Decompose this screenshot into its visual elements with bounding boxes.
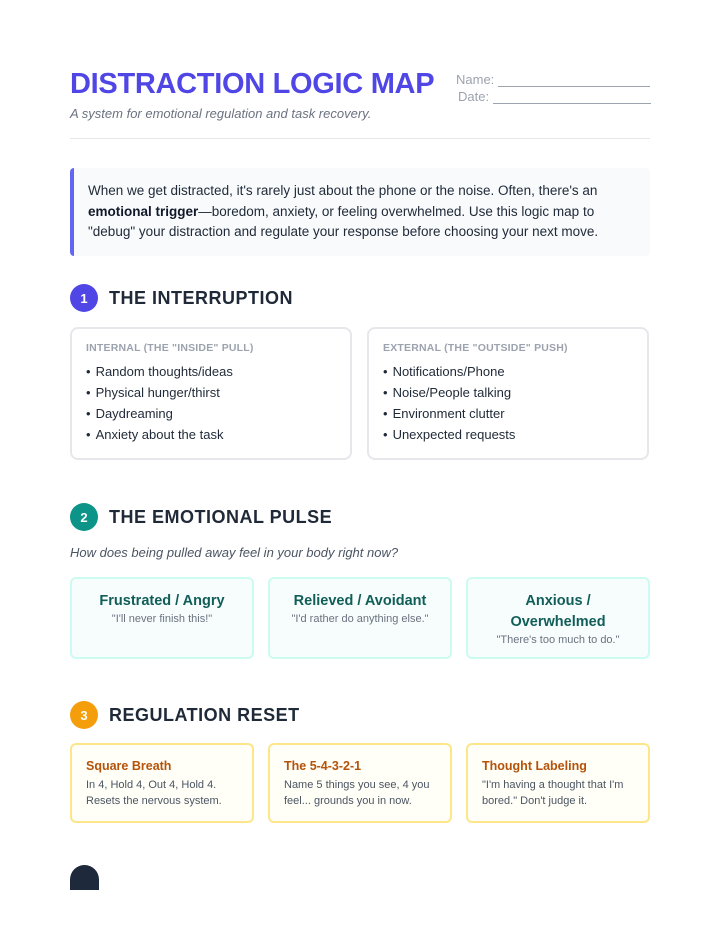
- internal-item: • Physical hunger/thirst: [86, 382, 336, 403]
- date-field[interactable]: [458, 89, 651, 104]
- reset-text: In 4, Hold 4, Out 4, Hold 4. Resets the nervous system.: [86, 779, 222, 807]
- section-2-title: THE EMOTIONAL PULSE: [109, 506, 333, 527]
- internal-item: • Daydreaming: [86, 403, 336, 424]
- page-title: DISTRACTION LOGIC MAP: [70, 68, 435, 100]
- external-card: [367, 327, 649, 460]
- section-2-question: How does being pulled away feel in your body right now?: [70, 545, 399, 560]
- emotion-card-relieved: [268, 577, 452, 659]
- external-item: • Environment clutter: [383, 403, 633, 424]
- section-2-number: 2: [70, 503, 98, 531]
- section-1-header: [70, 284, 293, 312]
- internal-item: • Random thoughts/ideas: [86, 361, 336, 382]
- emotion-quote: "There's too much to do.": [496, 634, 620, 646]
- emotion-quote: "I'll never finish this!": [111, 613, 213, 625]
- internal-caption: INTERNAL (THE "INSIDE" PULL): [86, 342, 254, 354]
- reset-title: Square Breath: [86, 759, 172, 773]
- intro-emphasis: emotional trigger: [88, 203, 199, 219]
- emotion-title: Frustrated / Angry: [99, 593, 225, 609]
- reset-card-54321: [268, 743, 452, 823]
- external-item: • Unexpected requests: [383, 424, 633, 445]
- emotion-card-anxious: [466, 577, 650, 659]
- external-item: • Noise/People talking: [383, 382, 633, 403]
- section-1-number: 1: [70, 284, 98, 312]
- reset-title: The 5-4-3-2-1: [284, 759, 362, 773]
- emotion-title: Anxious / Overwhelmed: [510, 593, 606, 630]
- footer-tab-decoration: [70, 865, 99, 890]
- intro-text-2: —boredom, anxiety, or feeling overwhelmed. Use this logic map to "debug" your distraction and regulate your response before choosing your next move.: [88, 203, 599, 239]
- intro-callout: [70, 168, 650, 256]
- reset-title: Thought Labeling: [482, 759, 587, 773]
- header-divider: [70, 138, 650, 139]
- external-item: • Notifications/Phone: [383, 361, 633, 382]
- date-line[interactable]: [493, 92, 651, 104]
- section-1-title: THE INTERRUPTION: [109, 287, 294, 308]
- section-2-header: [70, 503, 332, 531]
- emotion-quote: "I'd rather do anything else.": [291, 613, 429, 625]
- internal-item: • Anxiety about the task: [86, 424, 336, 445]
- external-caption: EXTERNAL (THE "OUTSIDE" PUSH): [383, 342, 568, 354]
- section-3-number: 3: [70, 701, 98, 729]
- name-field[interactable]: [456, 72, 650, 87]
- emotion-title: Relieved / Avoidant: [293, 593, 427, 609]
- name-label: Name:: [456, 72, 495, 87]
- reset-text: Name 5 things you see, 4 you feel... grounds you in now.: [284, 779, 430, 807]
- section-3-title: REGULATION RESET: [109, 704, 300, 725]
- reset-card-square-breath: [70, 743, 254, 823]
- internal-card: [70, 327, 352, 460]
- reset-text: "I'm having a thought that I'm bored." Don't judge it.: [482, 779, 624, 807]
- intro-text-1: When we get distracted, it's rarely just about the phone or the noise. Often, there's an: [88, 183, 598, 198]
- page-subtitle: A system for emotional regulation and task recovery.: [70, 106, 372, 121]
- reset-card-thought-labeling: [466, 743, 650, 823]
- date-label: Date:: [458, 89, 490, 104]
- name-line[interactable]: [498, 75, 650, 87]
- emotion-card-frustrated: [70, 577, 254, 659]
- section-3-header: [70, 701, 300, 729]
